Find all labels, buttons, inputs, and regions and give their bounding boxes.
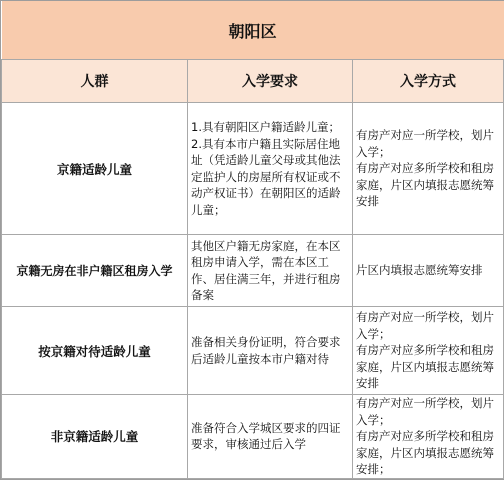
table-row bbox=[2, 235, 504, 307]
header-row bbox=[2, 60, 504, 103]
header-method: 入学方式 bbox=[353, 60, 504, 103]
row-group: 京籍无房在非户籍区租房入学 bbox=[2, 235, 188, 307]
row-group: 按京籍对待适龄儿童 bbox=[2, 307, 188, 395]
row-requirement: 准备符合入学城区要求的四证要求，审核通过后入学 bbox=[188, 395, 353, 479]
table-row bbox=[2, 307, 504, 395]
table-row bbox=[2, 395, 504, 479]
row-requirement: 准备相关身份证明，符合要求后适龄儿童按本市户籍对待 bbox=[188, 307, 353, 395]
enrollment-table bbox=[1, 1, 504, 479]
row-method: 片区内填报志愿统筹安排 bbox=[353, 235, 504, 307]
row-method: 有房产对应一所学校，划片入学； 有房产对应多所学校和租房家庭，片区内填报志愿统筹安排 bbox=[353, 307, 504, 395]
table-title: 朝阳区 bbox=[2, 1, 504, 60]
table-row bbox=[2, 103, 504, 235]
row-requirement: 1.具有朝阳区户籍适龄儿童； 2.具有本市户籍且实际居住地址（凭适龄儿童父母或其他法定监护人的房屋所有权证或不动产权证书）在朝阳区的适龄儿童； bbox=[188, 103, 353, 235]
row-requirement: 其他区户籍无房家庭，在本区租房申请入学，需在本区工作、居住满三年，并进行租房备案 bbox=[188, 235, 353, 307]
row-group: 京籍适龄儿童 bbox=[2, 103, 188, 235]
header-group: 人群 bbox=[2, 60, 188, 103]
row-method: 有房产对应一所学校，划片入学； 有房产对应多所学校和租房家庭，片区内填报志愿统筹安排 bbox=[353, 103, 504, 235]
header-requirement: 入学要求 bbox=[188, 60, 353, 103]
row-method: 有房产对应一所学校，划片入学； 有房产对应多所学校和租房家庭，片区内填报志愿统筹安排； bbox=[353, 395, 504, 479]
row-group: 非京籍适龄儿童 bbox=[2, 395, 188, 479]
